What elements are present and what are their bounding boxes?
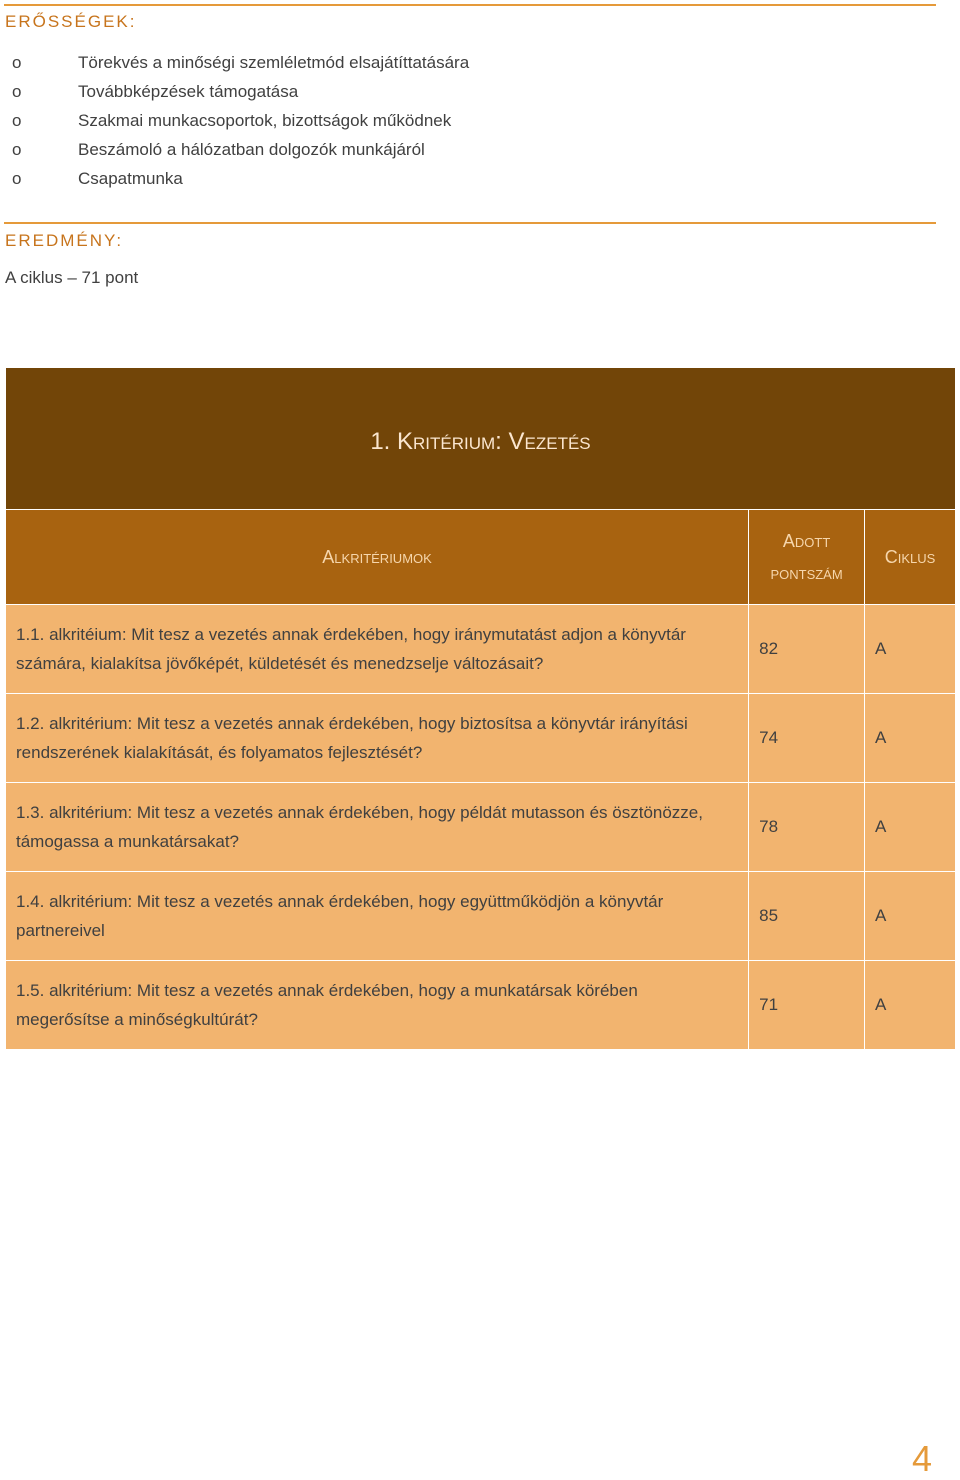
cycle-value: A — [865, 961, 956, 1050]
table-row — [6, 605, 956, 694]
strength-text: Törekvés a minőségi szemléletmód elsajátíttatására — [78, 53, 470, 72]
bullet-marker: o — [12, 169, 22, 188]
result-top-rule — [4, 222, 936, 224]
criterion-title-row — [6, 368, 956, 510]
result-text: A ciklus – 71 pont — [5, 268, 139, 287]
bullet-marker: o — [12, 140, 22, 159]
cycle-header: Ciklus — [865, 510, 956, 605]
points-value: 85 — [749, 872, 865, 961]
points-value: 82 — [749, 605, 865, 694]
table-header-row — [6, 510, 956, 605]
result-heading: EREDMÉNY: — [5, 231, 124, 250]
table-row — [6, 961, 956, 1050]
strengths-top-rule — [4, 4, 936, 6]
page-number: 4 — [911, 1438, 932, 1479]
strengths-heading: ERŐSSÉGEK: — [5, 12, 137, 31]
strength-text: Továbbképzések támogatása — [78, 82, 299, 101]
cycle-value: A — [865, 783, 956, 872]
subcriterion-description: 1.4. alkritérium: Mit tesz a vezetés annak érdekében, hogy együttműködjön a könyvtár partnereivel — [6, 872, 749, 961]
subcriterion-description: 1.2. alkritérium: Mit tesz a vezetés annak érdekében, hogy biztosítsa a könyvtár irányítási rendszerének kialakítását, és folyamatos fejlesztését? — [6, 694, 749, 783]
subcriterion-description: 1.5. alkritérium: Mit tesz a vezetés annak érdekében, hogy a munkatársak körében megerősítse a minőségkultúrát? — [6, 961, 749, 1050]
subcriterion-description: 1.1. alkritéium: Mit tesz a vezetés annak érdekében, hogy iránymutatást adjon a könyvtár számára, kialakítsa jövőképét, küldetését és menedzselje változásait? — [6, 605, 749, 694]
table-row — [6, 783, 956, 872]
bullet-marker: o — [12, 53, 22, 72]
table-row — [6, 694, 956, 783]
criterion-title: 1. Kritérium: Vezetés — [6, 368, 956, 510]
subcriteria-header: Alkritériumok — [6, 510, 749, 605]
strength-text: Csapatmunka — [78, 169, 183, 188]
cycle-value: A — [865, 605, 956, 694]
points-value: 71 — [749, 961, 865, 1050]
points-value: 78 — [749, 783, 865, 872]
table-row — [6, 872, 956, 961]
strength-text: Szakmai munkacsoportok, bizottságok működnek — [78, 111, 452, 130]
bullet-marker: o — [12, 111, 22, 130]
cycle-value: A — [865, 694, 956, 783]
criterion-table — [5, 367, 956, 1050]
subcriterion-description: 1.3. alkritérium: Mit tesz a vezetés annak érdekében, hogy példát mutasson és ösztönözze, támogassa a munkatársakat? — [6, 783, 749, 872]
points-header: Adott pontszám — [749, 510, 865, 605]
strength-text: Beszámoló a hálózatban dolgozók munkájáról — [78, 140, 425, 159]
bullet-marker: o — [12, 82, 22, 101]
cycle-value: A — [865, 872, 956, 961]
points-value: 74 — [749, 694, 865, 783]
